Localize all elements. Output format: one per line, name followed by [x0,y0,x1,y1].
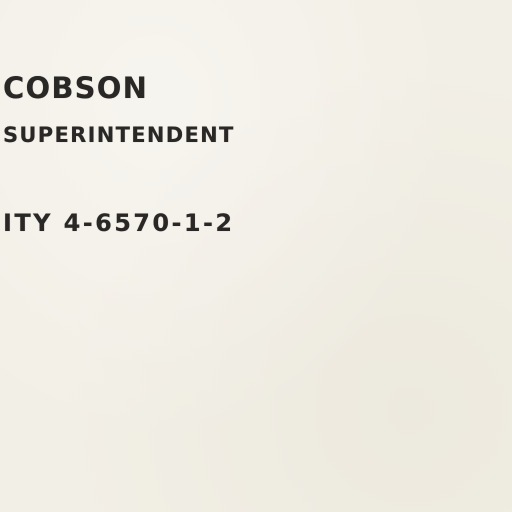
letterhead-title: SUPERINTENDENT [3,123,235,147]
letterhead-name: COBSON [3,71,149,105]
letterhead-phone: ITY 4-6570-1-2 [3,209,235,237]
